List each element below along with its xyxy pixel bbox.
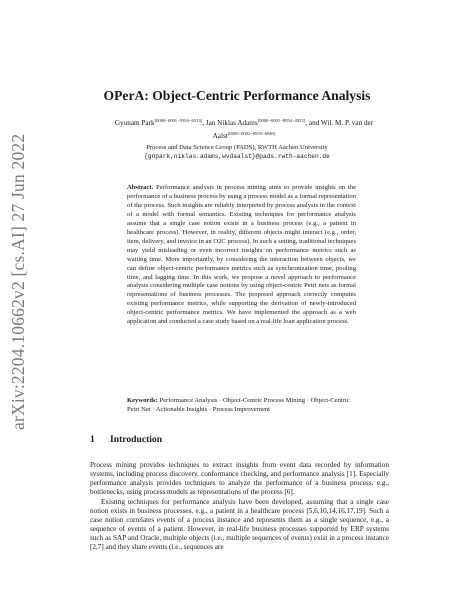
author-name: Gyunam Park <box>114 119 155 127</box>
section-title: Introduction <box>110 434 163 445</box>
author-name: Jan Niklas Adams <box>205 119 258 127</box>
paper-title: OPerA: Object-Centric Performance Analysis <box>103 88 371 103</box>
affiliation-institution: Process and Data Science Group (PADS), RWTH Aachen University <box>146 144 328 151</box>
affiliation-emails: {gnpark,niklas.adams,wvdaalst}@pads.rwth-aachen.de <box>144 153 330 161</box>
author-orcid: [0000−0002−0955−6940] <box>227 130 276 136</box>
paragraph: Existing techniques for performance analysis have been developed, assuming that a single case notion exists in business processes, e.g., a patient in a healthcare process [5,6,10,14,16,17,19]. Such a case notion correlates events of a process instance and represents them as a single sequence, e.g., a sequence of events of a patient. However, in real-life business processes supported by ERP systems such as SAP and Oracle, multiple objects (i.e., multiple sequences of events) exist in a process instance [2,7] and they share events (i.e., sequences are <box>90 497 389 552</box>
keywords-text: Performance Analysis · Object-Centric Process Mining · Object-Centric Petri Net · Actionable Insights · Process Improvement <box>127 397 350 413</box>
abstract <box>127 184 356 327</box>
author-separator: , <box>202 119 206 127</box>
abstract-label: Abstract. <box>127 184 154 191</box>
author-orcid: [0000−0001−8954−4925] <box>257 118 306 123</box>
author-separator: , and <box>305 119 321 127</box>
author-name: Wil. M. P. van der Aalst <box>212 119 374 140</box>
paragraph: Process mining provides techniques to extract insights from event data recorded by information systems, including process discovery, conformance checking, and performance analysis [1]. Especially performance analysis provides techniques to analyze the performance of a business process, e.g., bottlenecks, using process models as representations of the process [6]. <box>90 461 389 497</box>
body-text <box>90 461 389 553</box>
author-list <box>108 116 380 141</box>
section-number: 1 <box>90 434 95 445</box>
keywords-label: Keywords: <box>127 397 158 404</box>
author-orcid: [0000−0001−9394−6513] <box>154 118 203 123</box>
keywords <box>127 396 356 414</box>
abstract-text: Performance analysis in process mining aims to provide insights on the performance of a business process by using a process model as a formal representation of the process. Such insights are reliably interpreted by process analysts in the context of a model with formal semantics. Existing techniques for performance analysis assume that a single case notion exists in a business process (e.g., a patient in healthcare process). However, in reality, different objects might interact (e.g., order, item, delivery, and invoice in an O2C process). In such a setting, traditional techniques may yield misleading or even incorrect insights on performance metrics such as waiting time. More importantly, by considering the interaction between objects, we can define object-centric performance metrics such as synchronization time, pooling time, and lagging time. In this work, we propose a novel approach to performance analysis considering multiple case notions by using object-centric Petri nets as formal representations of business processes. The proposed approach correctly computes existing performance metrics, while supporting the derivation of newly-introduced object-centric performance metrics. We have implemented the approach as a web application and conducted a case study based on a real-life loan application process. <box>127 184 357 326</box>
section-heading <box>90 434 162 445</box>
affiliation <box>0 143 474 162</box>
arxiv-identifier: arXiv:2204.10662v2 [cs.AI] 27 Jun 2022 <box>8 133 28 430</box>
